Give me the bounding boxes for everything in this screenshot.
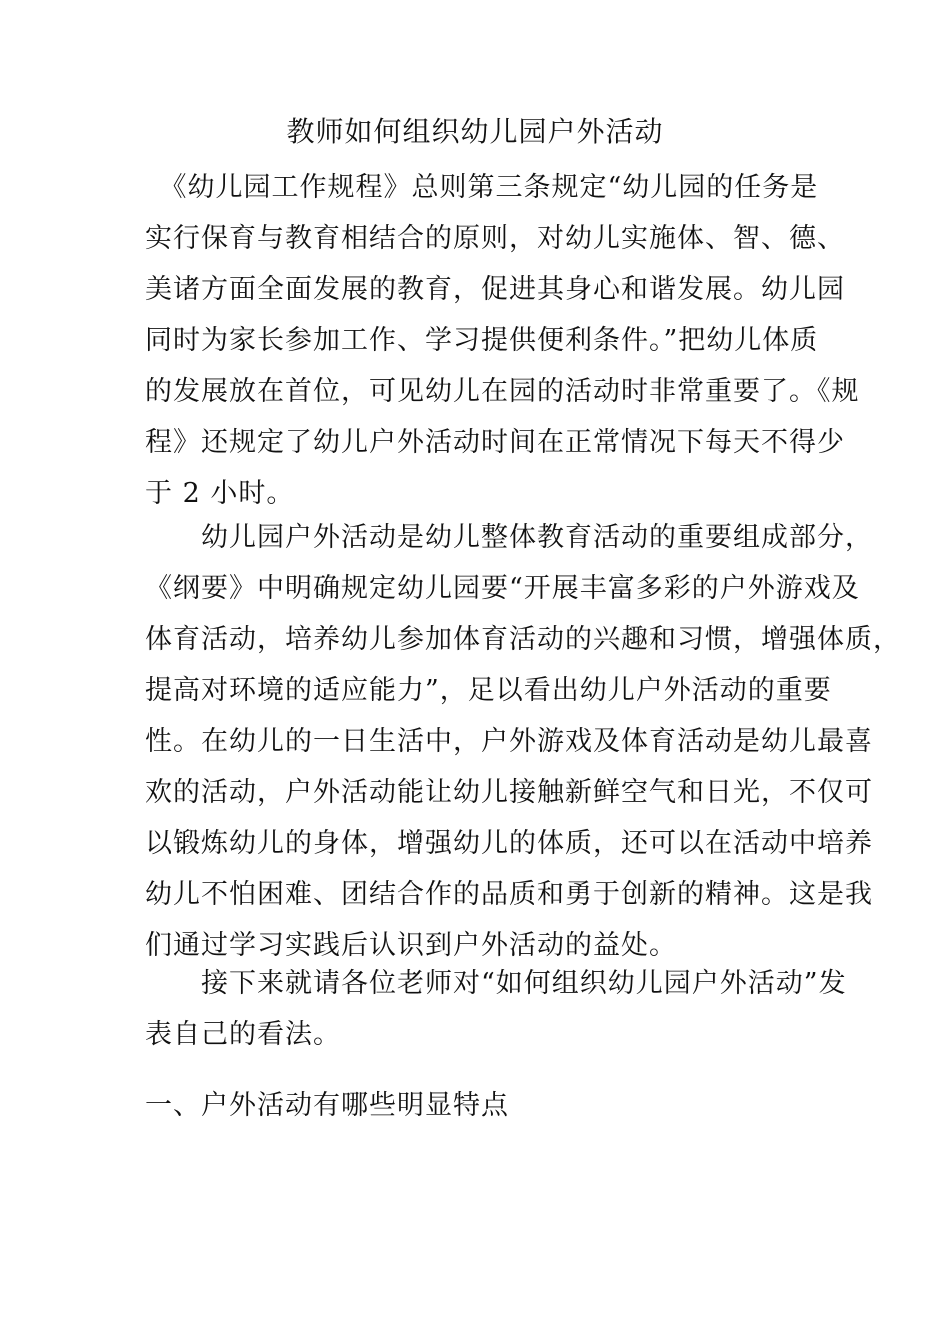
paragraph-1-line: 美诸方面全面发展的教育，促进其身心和谐发展。幼儿园 [145,274,845,305]
paragraph-2-line: 幼儿园户外活动是幼儿整体教育活动的重要组成部分， [145,522,873,553]
paragraph-2-line: 提高对环境的适应能力”，足以看出幼儿户外活动的重要 [145,675,832,706]
paragraph-1-line: 同时为家长参加工作、学习提供便利条件。”把幼儿体质 [145,325,819,356]
paragraph-2-line: 体育活动，培养幼儿参加体育活动的兴趣和习惯，增强体质， [145,624,901,655]
paragraph-3-line: 表自己的看法。 [145,1019,341,1050]
paragraph-2-line: 幼儿不怕困难、团结合作的品质和勇于创新的精神。这是我 [145,879,873,910]
paragraph-3 [145,958,847,1060]
paragraph-2-line: 性。在幼儿的一日生活中，户外游戏及体育活动是幼儿最喜 [145,726,873,757]
paragraph-1-line: 于 2 小时。 [145,478,295,509]
paragraph-1-line: 的发展放在首位，可见幼儿在园的活动时非常重要了。《规 [145,376,860,407]
paragraph-3-line: 接下来就请各位老师对“如何组织幼儿园户外活动”发 [145,968,847,999]
paragraph-1-line: 程》还规定了幼儿户外活动时间在正常情况下每天不得少 [145,427,845,458]
paragraph-2-line: 以锻炼幼儿的身体，增强幼儿的体质，还可以在活动中培养 [145,828,873,859]
paragraph-1-line: 实行保育与教育相结合的原则，对幼儿实施体、智、德、 [145,223,845,254]
paragraph-2 [145,512,901,971]
paragraph-2-line: 欢的活动，户外活动能让幼儿接触新鲜空气和日光，不仅可 [145,777,873,808]
paragraph-1 [145,162,860,519]
paragraph-2-line: 们通过学习实践后认识到户外活动的益处。 [145,930,677,961]
section-heading: 一、户外活动有哪些明显特点 [145,1090,509,1121]
document-title: 教师如何组织幼儿园户外活动 [286,115,664,148]
paragraph-2-line: 《纲要》中明确规定幼儿园要“开展丰富多彩的户外游戏及 [145,573,860,604]
paragraph-1-line: 《幼儿园工作规程》总则第三条规定“幼儿园的任务是 [145,172,819,203]
